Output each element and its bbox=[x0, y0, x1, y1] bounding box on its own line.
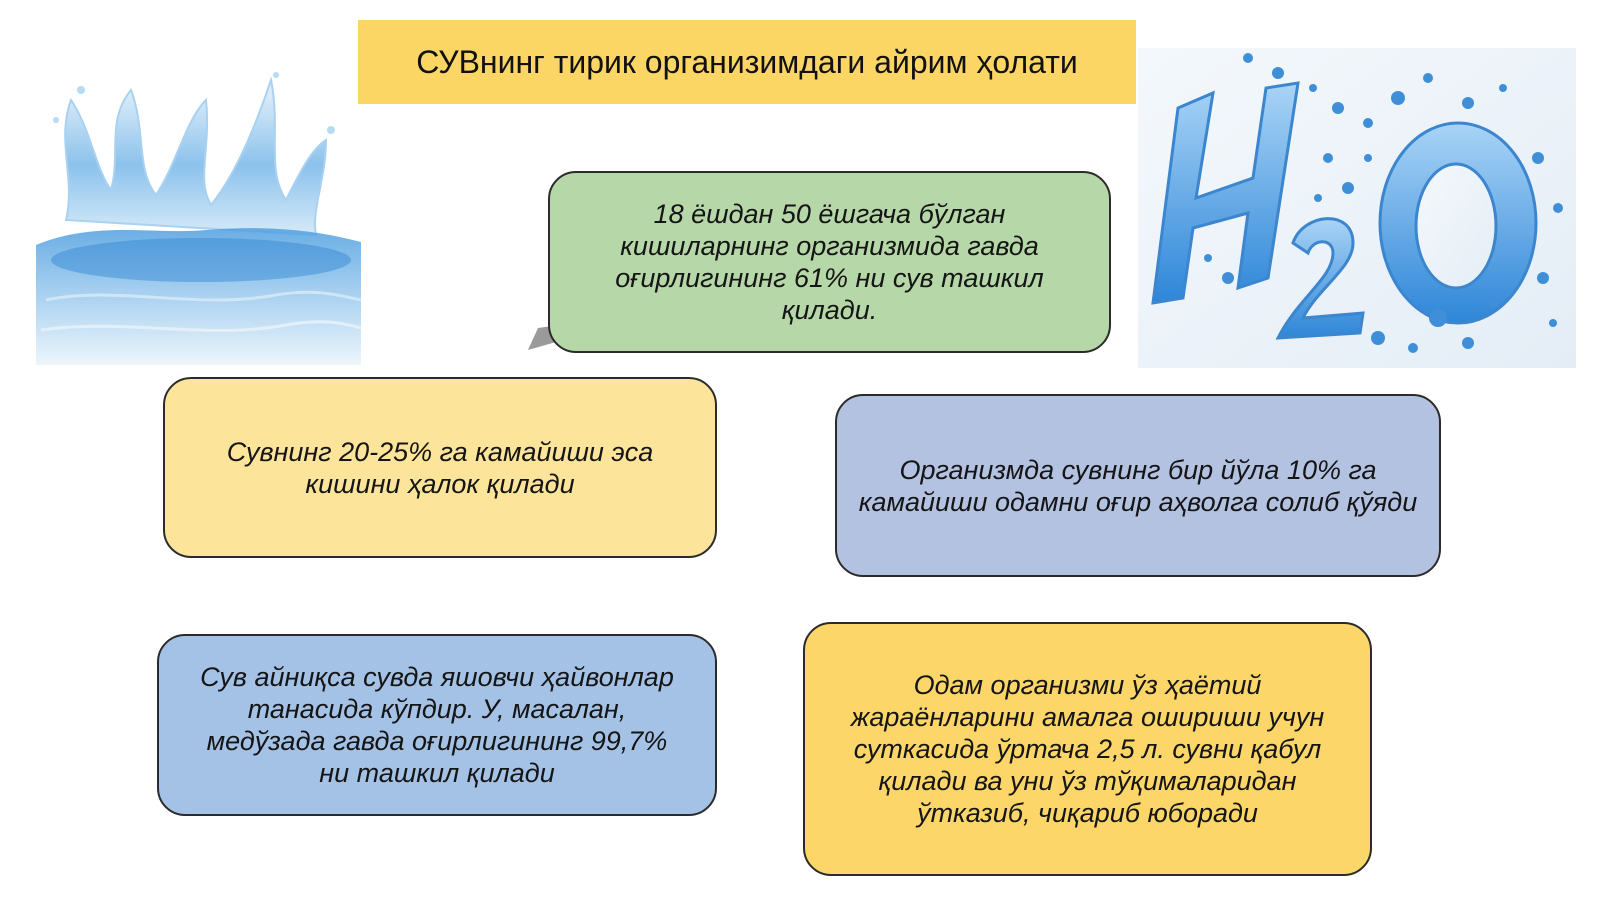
h2o-letters-image bbox=[1138, 48, 1576, 368]
info-box-age-water-percent bbox=[548, 171, 1111, 353]
info-box-daily-water-intake bbox=[803, 622, 1372, 876]
info-box-water-loss-fatal bbox=[163, 377, 717, 558]
slide-title-banner bbox=[358, 20, 1136, 104]
info-box-water-loss-fatal-text: Сувнинг 20-25% га камайиши эса кишини ҳалок қилади bbox=[226, 436, 654, 499]
info-box-age-water-percent-text: 18 ёшдан 50 ёшгача бўлган кишиларнинг организмида гавда оғирлигининг 61% ни сув ташкил қилади. bbox=[615, 199, 1044, 325]
info-box-water-loss-serious bbox=[835, 394, 1441, 577]
info-box-aquatic-animals bbox=[157, 634, 717, 816]
info-box-water-loss-serious-text: Организмда сувнинг бир йўла 10% га камайиши одамни оғир аҳволга солиб қўяди bbox=[858, 454, 1418, 517]
info-box-aquatic-animals-text: Сув айниқса сувда яшовчи ҳайвонлар танасида кўпдир. У, масалан, медўзада гавда оғирлигининг 99,7% ни ташкил қилади bbox=[200, 662, 674, 788]
slide-title: СУВнинг тирик организимдаги айрим ҳолати bbox=[416, 44, 1078, 80]
info-box-daily-water-intake-text: Одам организми ўз ҳаётий жараёнларини амалга ошириши учун суткасида ўртача 2,5 л. сувни қабул қилади ва уни ўз тўқималаридан ўтказиб, чиқариб юборади bbox=[850, 670, 1325, 828]
water-splash-image bbox=[36, 60, 361, 365]
